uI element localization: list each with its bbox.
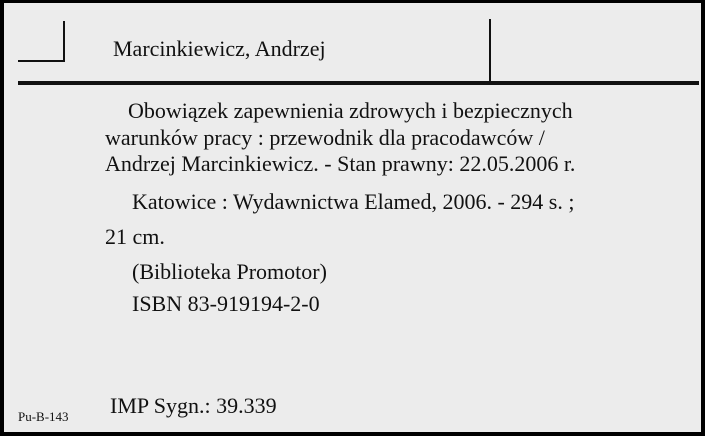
publication-line: Katowice : Wydawnictwa Elamed, 2006. - 294 s. ; [132, 189, 575, 214]
author-heading: Marcinkiewicz, Andrzej [113, 36, 326, 61]
series-note: (Biblioteka Promotor) [132, 259, 327, 284]
corner-mark [18, 60, 65, 62]
heading-divider [489, 19, 491, 85]
title-line: Obowiązek zapewnienia zdrowych i bezpiecznych [128, 98, 573, 123]
publication-line: 21 cm. [105, 224, 165, 249]
corner-mark [63, 21, 65, 62]
catalog-card [4, 3, 701, 432]
isbn: ISBN 83-919194-2-0 [132, 291, 320, 316]
title-line: warunków pracy : przewodnik dla pracodawców / [105, 125, 545, 150]
title-line: Andrzej Marcinkiewicz. - Stan prawny: 22.05.2006 r. [105, 151, 576, 176]
call-number: IMP Sygn.: 39.339 [110, 393, 277, 418]
horizontal-rule [18, 81, 699, 85]
card-code: Pu-B-143 [18, 409, 69, 424]
